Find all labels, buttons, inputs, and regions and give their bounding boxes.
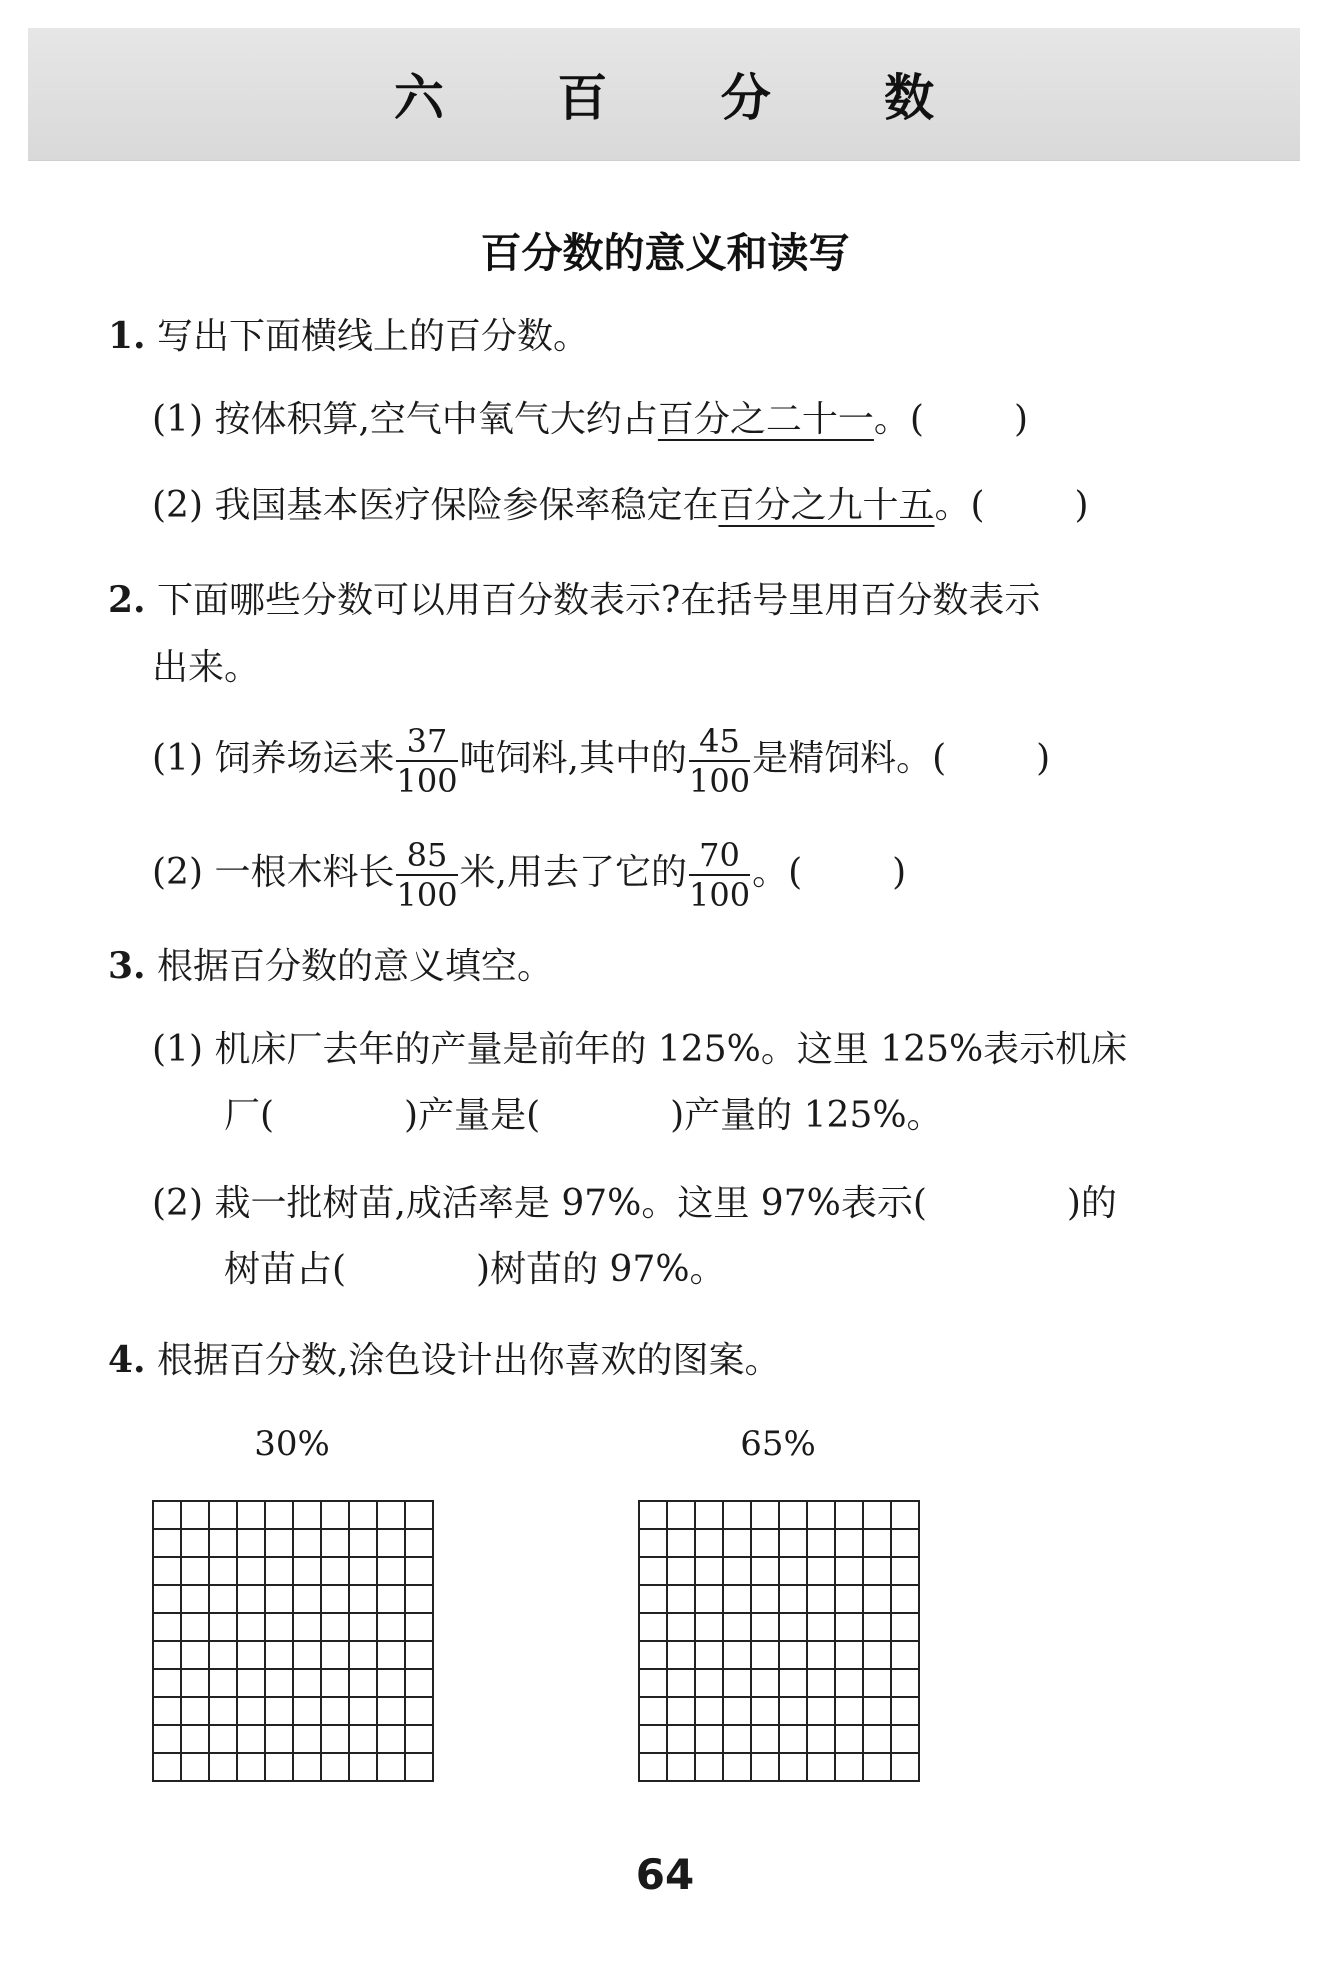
fraction-denominator: 100 bbox=[396, 762, 458, 800]
underlined-text: 百分之二十一 bbox=[657, 399, 874, 440]
item-text: 树苗占( bbox=[224, 1249, 347, 1290]
item-label: (2) bbox=[152, 485, 203, 526]
fraction-numerator: 85 bbox=[396, 836, 457, 876]
q3-item-1-line-2 bbox=[224, 1094, 943, 1138]
question-text: 下面哪些分数可以用百分数表示?在括号里用百分数表示 bbox=[157, 580, 1041, 621]
item-text: 机床厂去年的产量是前年的 125%。这里 125%表示机床 bbox=[214, 1029, 1128, 1070]
item-text: 栽一批树苗,成活率是 97%。这里 97%表示( bbox=[214, 1183, 927, 1224]
q3-item-2-line-1 bbox=[152, 1182, 1117, 1226]
item-text: )的 bbox=[1066, 1183, 1117, 1224]
fraction-denominator: 100 bbox=[396, 876, 458, 914]
question-text: 写出下面横线上的百分数。 bbox=[157, 316, 590, 357]
item-text: 吨饲料,其中的 bbox=[459, 738, 687, 779]
item-text: 饲养场运来 bbox=[214, 738, 395, 779]
q3-item-2-line-2 bbox=[224, 1248, 726, 1292]
item-text: 厂( bbox=[224, 1095, 275, 1136]
paren-close: ) bbox=[1074, 485, 1089, 526]
paren-close: ) bbox=[1036, 738, 1051, 779]
item-label: (1) bbox=[152, 399, 203, 440]
grid-label-65: 65% bbox=[740, 1424, 816, 1464]
fraction bbox=[689, 836, 750, 914]
question-number: 2. bbox=[108, 579, 146, 621]
chapter-title: 六 百 分 数 bbox=[393, 69, 983, 127]
coloring-grid-65[interactable] bbox=[638, 1500, 920, 1782]
grid-label-30: 30% bbox=[254, 1424, 330, 1464]
question-1 bbox=[108, 314, 589, 359]
fraction bbox=[689, 722, 750, 800]
item-label: (1) bbox=[152, 738, 203, 779]
chapter-banner bbox=[28, 28, 1300, 161]
q1-item-2 bbox=[152, 484, 1089, 528]
item-text-tail: 。( bbox=[873, 399, 924, 440]
item-label: (2) bbox=[152, 852, 203, 893]
question-4 bbox=[108, 1338, 781, 1383]
question-number: 1. bbox=[108, 315, 146, 357]
item-text: 一根木料长 bbox=[214, 852, 395, 893]
item-text: 按体积算,空气中氧气大约占 bbox=[214, 399, 658, 440]
question-text: 根据百分数,涂色设计出你喜欢的图案。 bbox=[157, 1340, 781, 1381]
item-text: )树苗的 97%。 bbox=[476, 1249, 726, 1290]
fraction-denominator: 100 bbox=[689, 762, 751, 800]
question-text: 根据百分数的意义填空。 bbox=[157, 946, 554, 987]
item-text: 是精饲料。( bbox=[752, 738, 947, 779]
fraction-denominator: 100 bbox=[689, 876, 751, 914]
item-text: )产量是( bbox=[404, 1095, 541, 1136]
item-text-tail: 。( bbox=[934, 485, 985, 526]
page-number: 64 bbox=[635, 1850, 695, 1899]
item-text: 我国基本医疗保险参保率稳定在 bbox=[214, 485, 719, 526]
fraction-numerator: 70 bbox=[689, 836, 750, 876]
question-3 bbox=[108, 944, 553, 989]
underlined-text: 百分之九十五 bbox=[718, 485, 935, 526]
fraction-numerator: 37 bbox=[396, 722, 457, 762]
question-number: 3. bbox=[108, 945, 146, 987]
item-label: (2) bbox=[152, 1183, 203, 1224]
fraction-numerator: 45 bbox=[689, 722, 750, 762]
section-title: 百分数的意义和读写 bbox=[480, 229, 850, 277]
item-text: )产量的 125%。 bbox=[670, 1095, 943, 1136]
coloring-grid-30[interactable] bbox=[152, 1500, 434, 1782]
item-text: 米,用去了它的 bbox=[459, 852, 687, 893]
paren-close: ) bbox=[892, 852, 907, 893]
q1-item-1 bbox=[152, 398, 1028, 442]
q2-item-2 bbox=[152, 836, 906, 914]
question-number: 4. bbox=[108, 1339, 146, 1381]
fraction bbox=[396, 836, 457, 914]
q3-item-1-line-1 bbox=[152, 1028, 1127, 1072]
paren-close: ) bbox=[1013, 399, 1029, 440]
item-text: 。( bbox=[752, 852, 803, 893]
fraction bbox=[396, 722, 457, 800]
q2-item-1 bbox=[152, 722, 1050, 800]
question-2-line-2: 出来。 bbox=[152, 647, 261, 688]
item-label: (1) bbox=[152, 1029, 203, 1070]
question-2 bbox=[108, 578, 1040, 623]
